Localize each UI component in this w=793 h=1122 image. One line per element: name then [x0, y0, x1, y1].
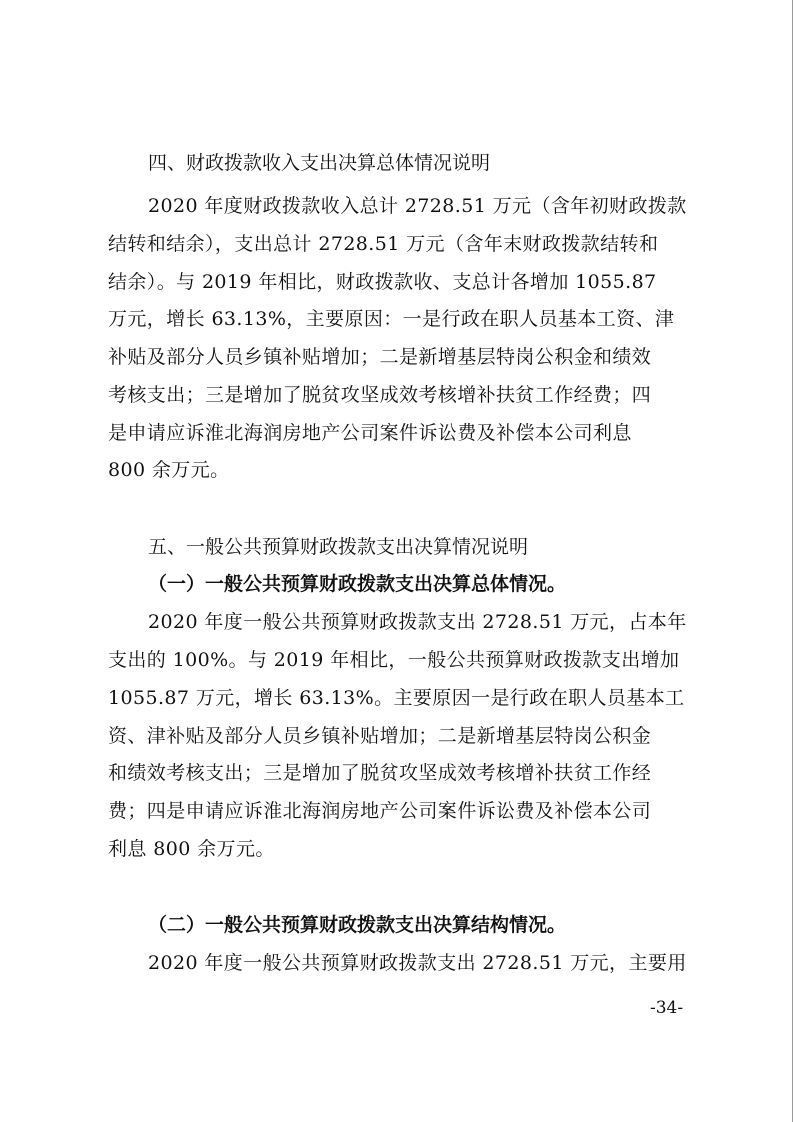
subsection-1-paragraph-line: 和绩效考核支出；三是增加了脱贫攻坚成效考核增补扶贫工作经: [108, 762, 652, 784]
subsection-1-paragraph-line: 1055.87 万元，增长 63.13%。主要原因一是行政在职人员基本工: [108, 687, 685, 709]
subsection-1-paragraph-line: 资、津补贴及部分人员乡镇补贴增加；二是新增基层特岗公积金: [108, 725, 652, 747]
subsection-2-heading: （二）一般公共预算财政拨款支出决算结构情况。: [148, 914, 567, 936]
subsection-1-paragraph-line: 2020 年度一般公共预算财政拨款支出 2728.51 万元，占本年: [148, 611, 687, 633]
section-4-paragraph-line: 是申请应诉淮北海润房地产公司案件诉讼费及补偿本公司利息: [108, 422, 632, 444]
page-number: -34-: [650, 998, 684, 1018]
subsection-1-paragraph-line: 利息 800 余万元。: [108, 838, 275, 860]
section-4-heading: 四、财政拨款收入支出决算总体情况说明: [148, 152, 491, 174]
section-4-paragraph-line: 补贴及部分人员乡镇补贴增加；二是新增基层特岗公积金和绩效: [108, 346, 652, 368]
section-4-paragraph-line: 万元，增长 63.13%，主要原因：一是行政在职人员基本工资、津: [108, 308, 675, 330]
section-5-heading: 五、一般公共预算财政拨款支出决算情况说明: [148, 536, 529, 558]
section-4-paragraph-line: 800 余万元。: [108, 459, 230, 481]
section-4-paragraph-line: 结余）。与 2019 年相比，财政拨款收、支总计各增加 1055.87: [108, 271, 657, 293]
section-4-paragraph-line: 结转和结余），支出总计 2728.51 万元（含年末财政拨款结转和: [108, 233, 659, 255]
subsection-2-paragraph-line: 2020 年度一般公共预算财政拨款支出 2728.51 万元，主要用: [148, 952, 687, 974]
subsection-1-heading: （一）一般公共预算财政拨款支出决算总体情况。: [148, 573, 567, 595]
subsection-1-paragraph-line: 费；四是申请应诉淮北海润房地产公司案件诉讼费及补偿本公司: [108, 800, 652, 822]
section-4-paragraph-line: 考核支出；三是增加了脱贫攻坚成效考核增补扶贫工作经费；四: [108, 384, 652, 406]
section-4-paragraph-line: 2020 年度财政拨款收入总计 2728.51 万元（含年初财政拨款: [148, 195, 687, 217]
subsection-1-paragraph-line: 支出的 100%。与 2019 年相比，一般公共预算财政拨款支出增加: [108, 649, 680, 671]
